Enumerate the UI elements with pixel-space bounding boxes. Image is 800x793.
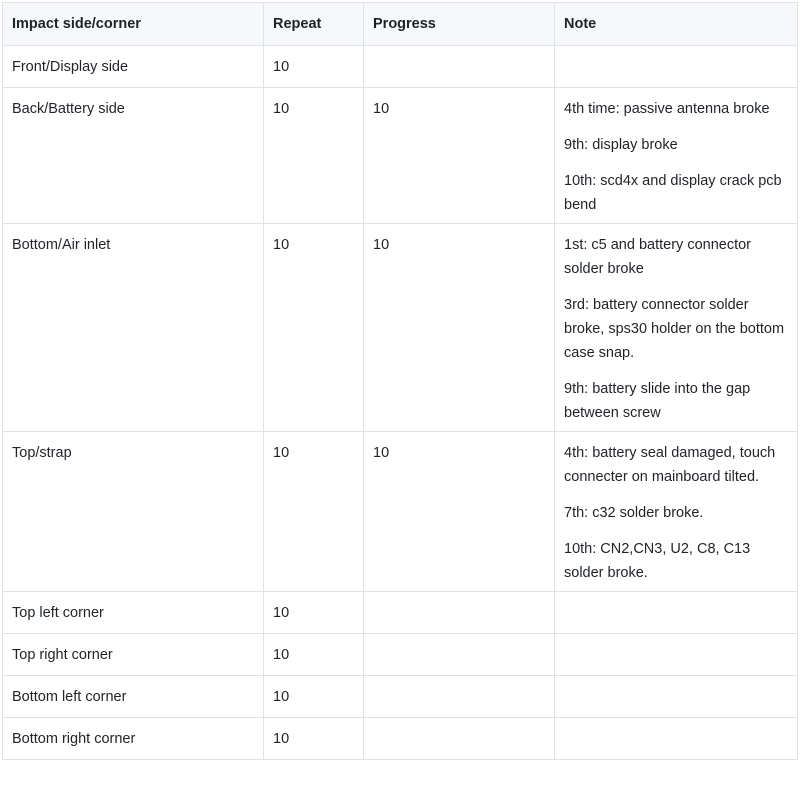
table-row	[3, 46, 798, 88]
cell-impact-side: Front/Display side	[3, 46, 264, 88]
note-entry: 4th time: passive antenna broke	[564, 101, 770, 117]
note-entry: 10th: scd4x and display crack pcb bend	[564, 173, 782, 213]
cell-note	[555, 224, 798, 432]
cell-note	[555, 432, 798, 592]
table-row	[3, 718, 798, 760]
table-header	[3, 3, 798, 46]
cell-repeat: 10	[264, 224, 364, 432]
note-entry: 7th: c32 solder broke.	[564, 505, 704, 521]
cell-impact-side: Back/Battery side	[3, 88, 264, 224]
table-row	[3, 224, 798, 432]
cell-repeat: 10	[264, 46, 364, 88]
cell-note	[555, 634, 798, 676]
cell-note	[555, 718, 798, 760]
note-entry: 9th: battery slide into the gap between screw	[564, 381, 751, 421]
cell-progress: 10	[364, 224, 555, 432]
table-body	[3, 46, 798, 760]
table-row	[3, 592, 798, 634]
cell-note	[555, 676, 798, 718]
cell-repeat: 10	[264, 592, 364, 634]
table-row	[3, 432, 798, 592]
cell-impact-side: Bottom/Air inlet	[3, 224, 264, 432]
cell-progress	[364, 676, 555, 718]
cell-impact-side: Top left corner	[3, 592, 264, 634]
cell-impact-side: Bottom right corner	[3, 718, 264, 760]
table-row	[3, 634, 798, 676]
note-entry: 10th: CN2,CN3, U2, C8, C13 solder broke.	[564, 541, 751, 581]
cell-impact-side: Top right corner	[3, 634, 264, 676]
cell-note	[555, 88, 798, 224]
cell-progress: 10	[364, 88, 555, 224]
cell-progress: 10	[364, 432, 555, 592]
cell-impact-side: Bottom left corner	[3, 676, 264, 718]
table-row	[3, 88, 798, 224]
note-entry: 4th: battery seal damaged, touch connecter on mainboard tilted.	[564, 445, 776, 485]
header-impact-side: Impact side/corner	[3, 3, 264, 46]
cell-repeat: 10	[264, 88, 364, 224]
impact-test-table	[2, 2, 798, 760]
cell-impact-side: Top/strap	[3, 432, 264, 592]
cell-progress	[364, 634, 555, 676]
header-repeat: Repeat	[264, 3, 364, 46]
header-note: Note	[555, 3, 798, 46]
cell-progress	[364, 718, 555, 760]
cell-note	[555, 592, 798, 634]
header-progress: Progress	[364, 3, 555, 46]
cell-repeat: 10	[264, 676, 364, 718]
cell-repeat: 10	[264, 432, 364, 592]
cell-repeat: 10	[264, 718, 364, 760]
cell-note	[555, 46, 798, 88]
note-entry: 9th: display broke	[564, 137, 678, 153]
cell-progress	[364, 46, 555, 88]
cell-progress	[364, 592, 555, 634]
header-row	[3, 3, 798, 46]
note-entry: 1st: c5 and battery connector solder broke	[564, 237, 751, 277]
table-row	[3, 676, 798, 718]
cell-repeat: 10	[264, 634, 364, 676]
note-entry: 3rd: battery connector solder broke, sps30 holder on the bottom case snap.	[564, 297, 785, 361]
